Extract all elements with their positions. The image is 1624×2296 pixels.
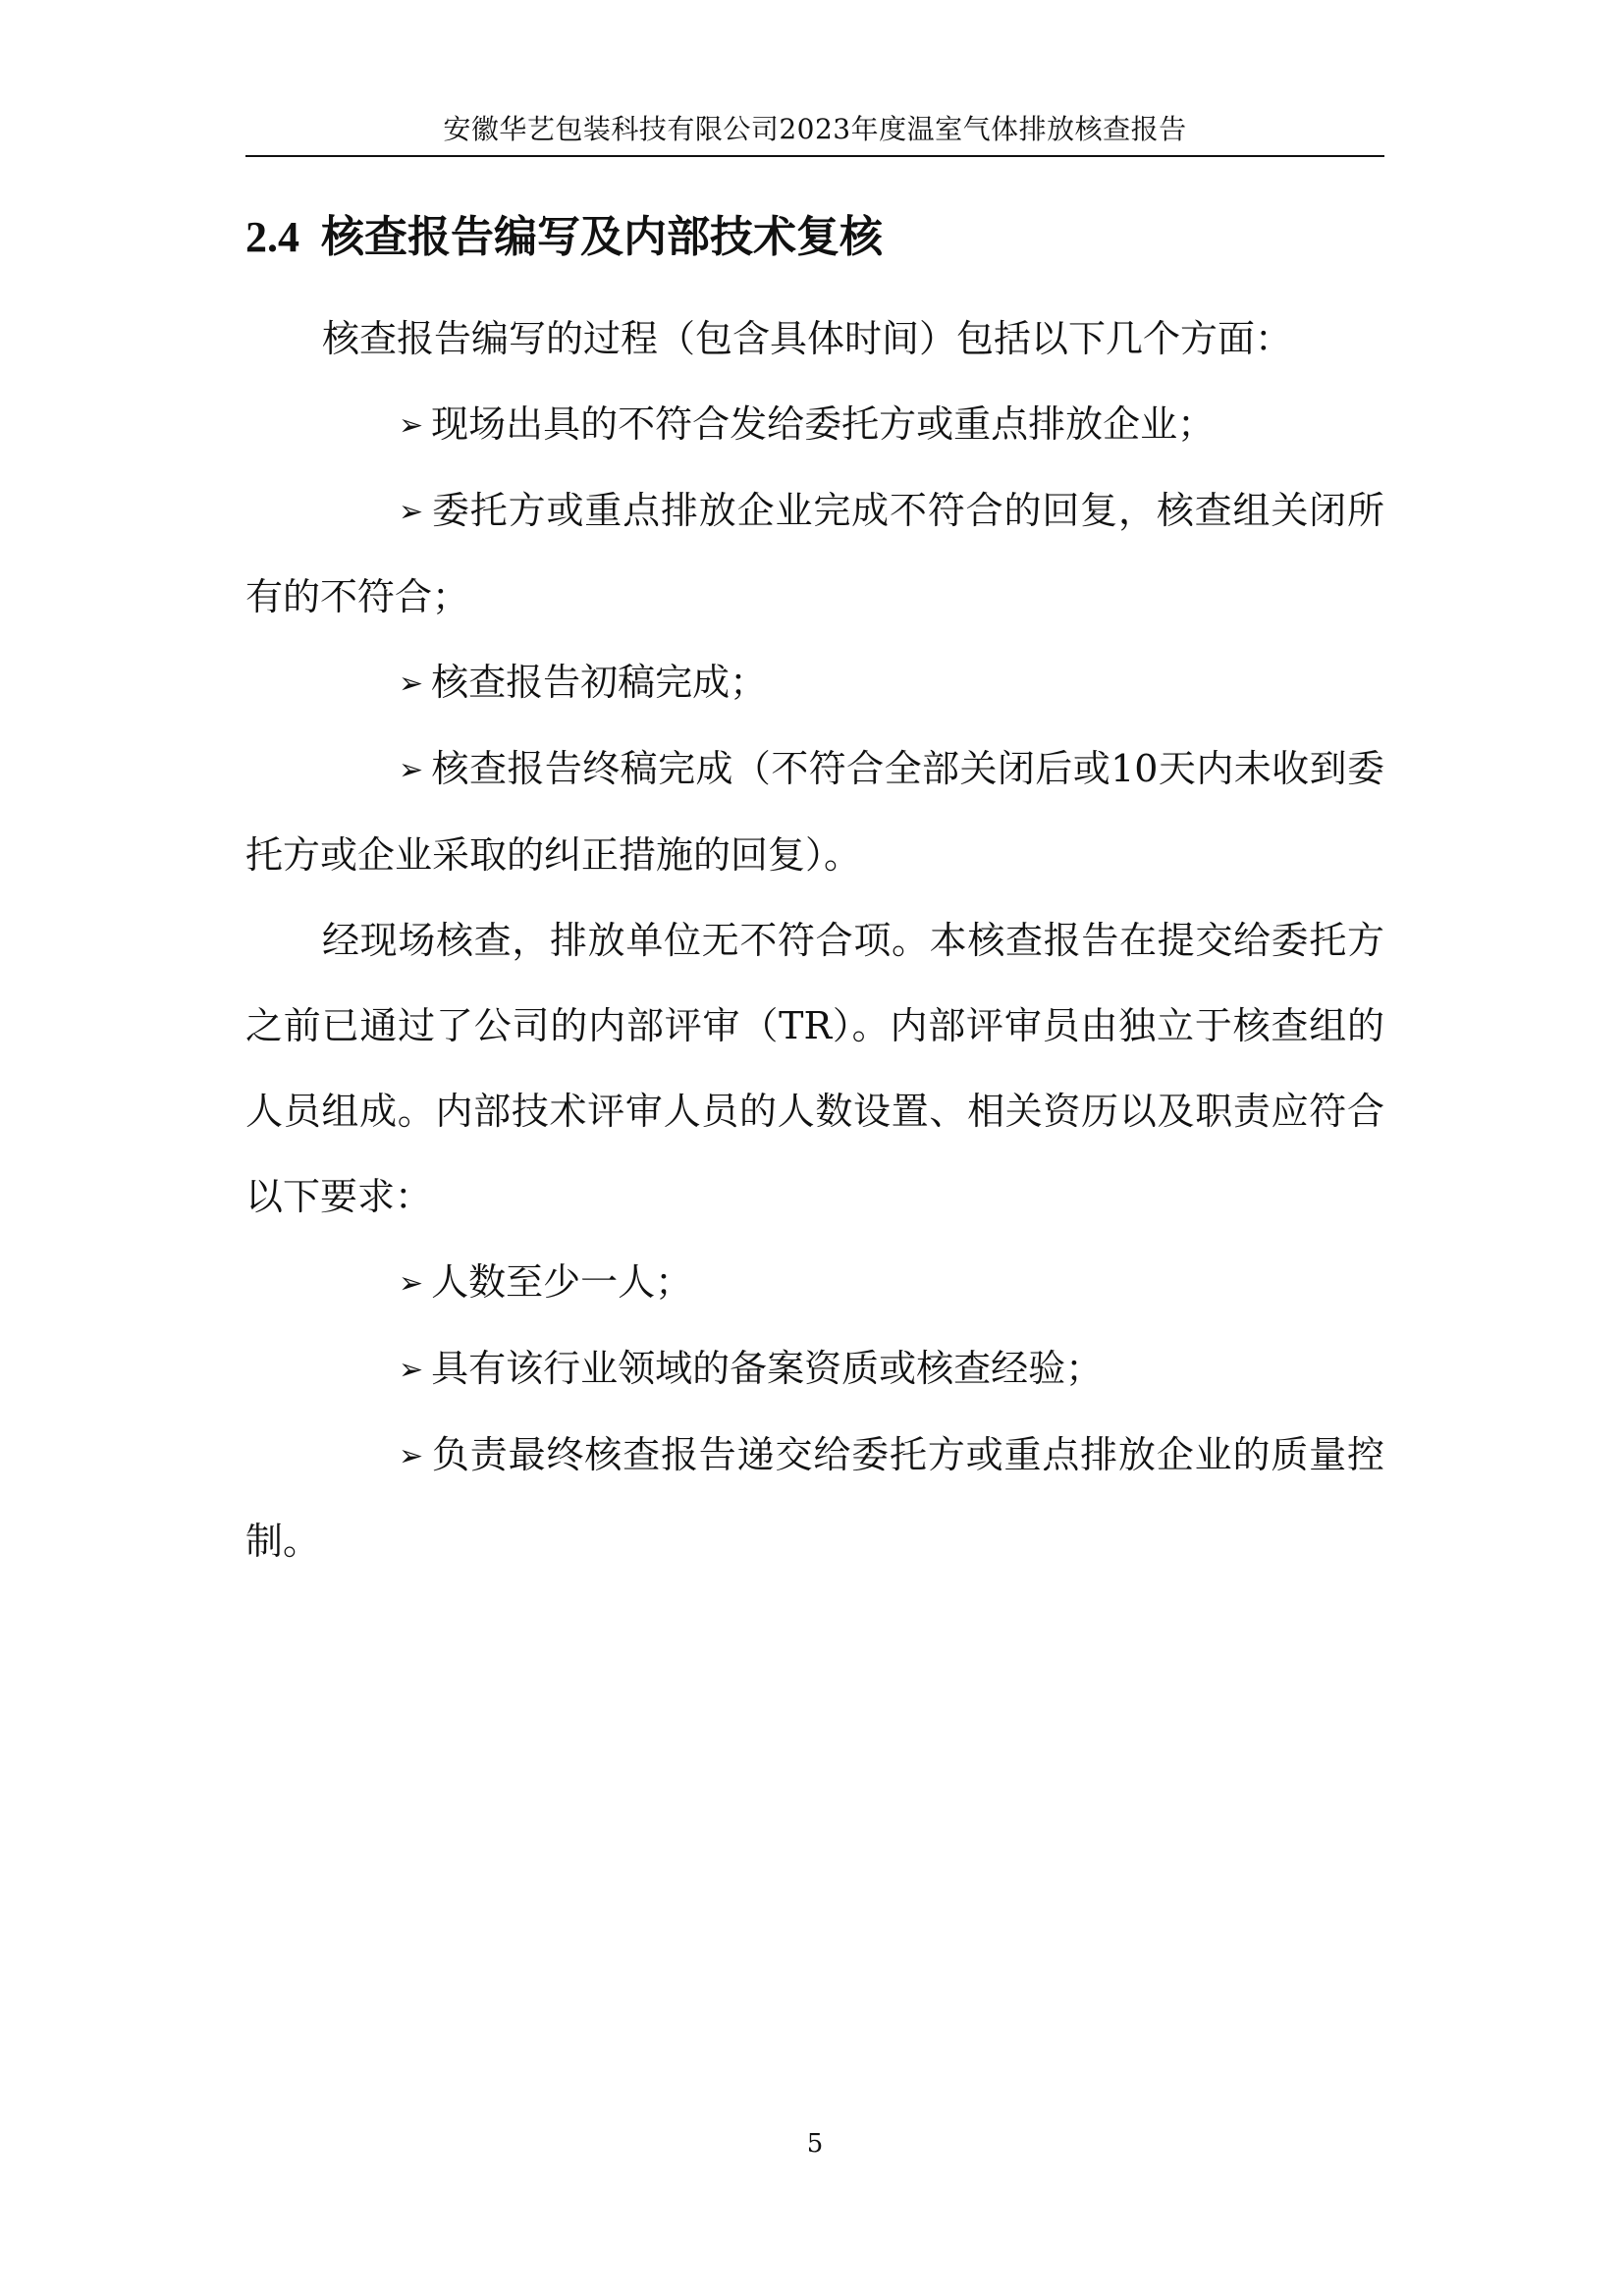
arrowhead-bullet-icon: ➢: [399, 1266, 424, 1301]
bullet-text: 核查报告终稿完成（不符合全部关闭后或10天内未收到委托方或企业采取的纠正措施的回复）。: [245, 747, 1384, 877]
section-title: 核查报告编写及内部技术复核: [321, 212, 883, 262]
arrowhead-bullet-icon: ➢: [399, 1439, 424, 1473]
bullet-text: 具有该行业领域的备案资质或核查经验；: [431, 1347, 1104, 1390]
section-number: 2.4: [245, 213, 299, 261]
arrowhead-bullet-icon: ➢: [399, 408, 424, 443]
arrowhead-bullet-icon: ➢: [399, 495, 424, 529]
arrowhead-bullet-icon: ➢: [399, 753, 424, 787]
header-rule: [245, 155, 1384, 157]
paragraph-intro: 核查报告编写的过程（包含具体时间）包括以下几个方面：: [322, 317, 1293, 360]
section-heading: [245, 208, 1384, 267]
bullet-item: [245, 382, 1384, 468]
bullet-item: [245, 468, 1384, 640]
arrowhead-bullet-icon: ➢: [399, 667, 424, 701]
bullet-item: [245, 640, 1384, 726]
bullet-text: 委托方或重点排放企业完成不符合的回复，核查组关闭所有的不符合；: [245, 489, 1384, 618]
page-header: 安徽华艺包装科技有限公司2023年度温室气体排放核查报告: [443, 113, 1187, 145]
bullet-item: [245, 1413, 1384, 1584]
bullet-text: 核查报告初稿完成；: [431, 661, 768, 704]
bullet-text: 负责最终核查报告递交给委托方或重点排放企业的质量控制。: [245, 1433, 1384, 1563]
body-text: [245, 296, 1384, 1584]
page-number: 5: [806, 2129, 824, 2159]
bullet-item: [245, 1326, 1384, 1413]
arrowhead-bullet-icon: ➢: [399, 1353, 424, 1387]
bullet-item: [245, 1240, 1384, 1326]
bullet-item: [245, 726, 1384, 898]
bullet-text: 人数至少一人；: [431, 1260, 693, 1304]
paragraph-review: 经现场核查，排放单位无不符合项。本核查报告在提交给委托方之前已通过了公司的内部评审（TR）。内部评审员由独立于核查组的人员组成。内部技术评审人员的人数设置、相关资历以及职责应符合以下要求：: [245, 919, 1384, 1218]
bullet-text: 现场出具的不符合发给委托方或重点排放企业；: [431, 402, 1216, 446]
